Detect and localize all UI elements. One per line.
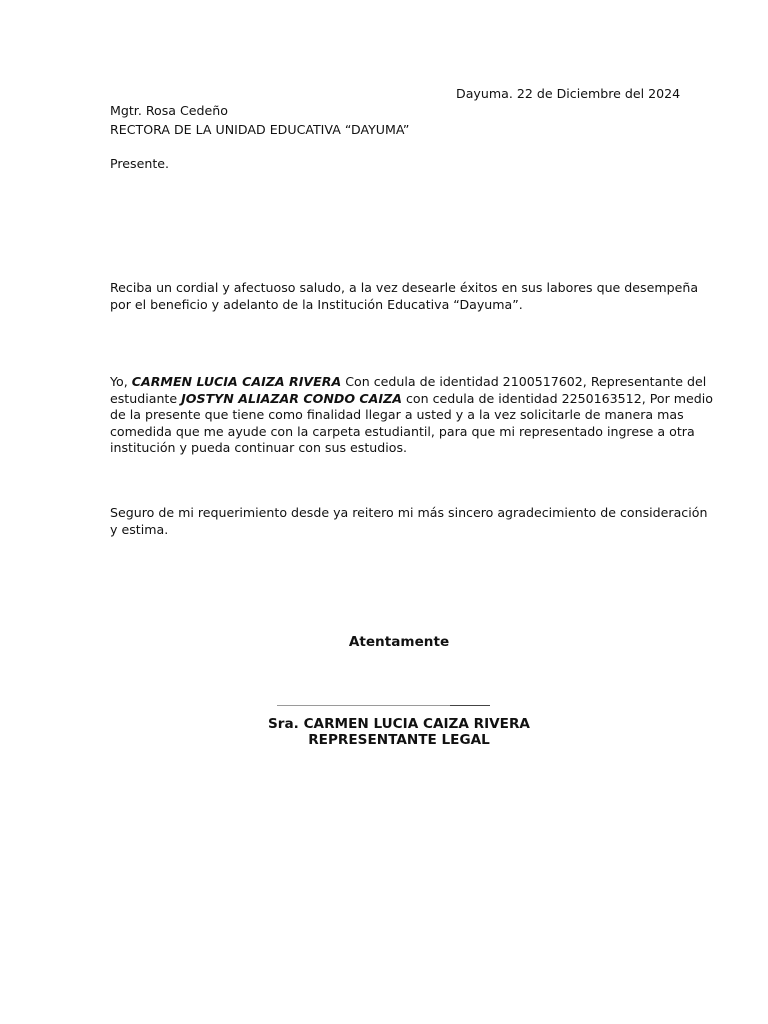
request-line: institución y pueda continuar con sus estudios.: [110, 440, 408, 455]
greeting-line: Reciba un cordial y afectuoso saludo, a la vez desearle éxitos en sus labores que desempeña: [110, 280, 699, 295]
signer-role: REPRESENTANTE LEGAL: [308, 732, 490, 748]
representative-name: CARMEN LUCIA CAIZA RIVERA: [131, 374, 342, 389]
request-line: [110, 390, 713, 408]
greeting-paragraph: [110, 280, 699, 313]
request-text: estudiante: [110, 390, 182, 406]
recipient-name: Mgtr. Rosa Cedeño: [110, 103, 228, 118]
closing-line: Seguro de mi requerimiento desde ya reitero mi más sincero agradecimiento de consideración: [110, 505, 708, 520]
request-line: comedida que me ayude con la carpeta estudiantil, para que mi representado ingrese a otra: [110, 423, 695, 439]
request-paragraph: [110, 374, 713, 457]
signer-name: Sra. CARMEN LUCIA CAIZA RIVERA: [268, 716, 530, 732]
date-line: Dayuma. 22 de Diciembre del 2024: [456, 86, 681, 101]
recipient-title: RECTORA DE LA UNIDAD EDUCATIVA “DAYUMA”: [110, 122, 410, 137]
request-text: Con cedula de identidad 2100517602, Representante del: [341, 374, 707, 389]
valediction: Atentamente: [348, 634, 450, 650]
student-name: JOSTYN ALIAZAR CONDO CAIZA: [181, 390, 402, 406]
request-line: [110, 374, 707, 391]
greeting-line: por el beneficio y adelanto de la Institución Educativa “Dayuma”.: [110, 296, 523, 312]
request-text: Yo,: [110, 374, 132, 389]
salutation: Presente.: [110, 156, 170, 171]
request-text: con cedula de identidad 2250163512, Por medio: [401, 390, 713, 406]
closing-paragraph: [110, 505, 708, 538]
closing-line: y estima.: [110, 521, 169, 537]
signature-line-segment: [450, 705, 490, 706]
request-line: de la presente que tiene como finalidad llegar a usted y a la vez solicitarle de manera mas: [110, 407, 684, 422]
